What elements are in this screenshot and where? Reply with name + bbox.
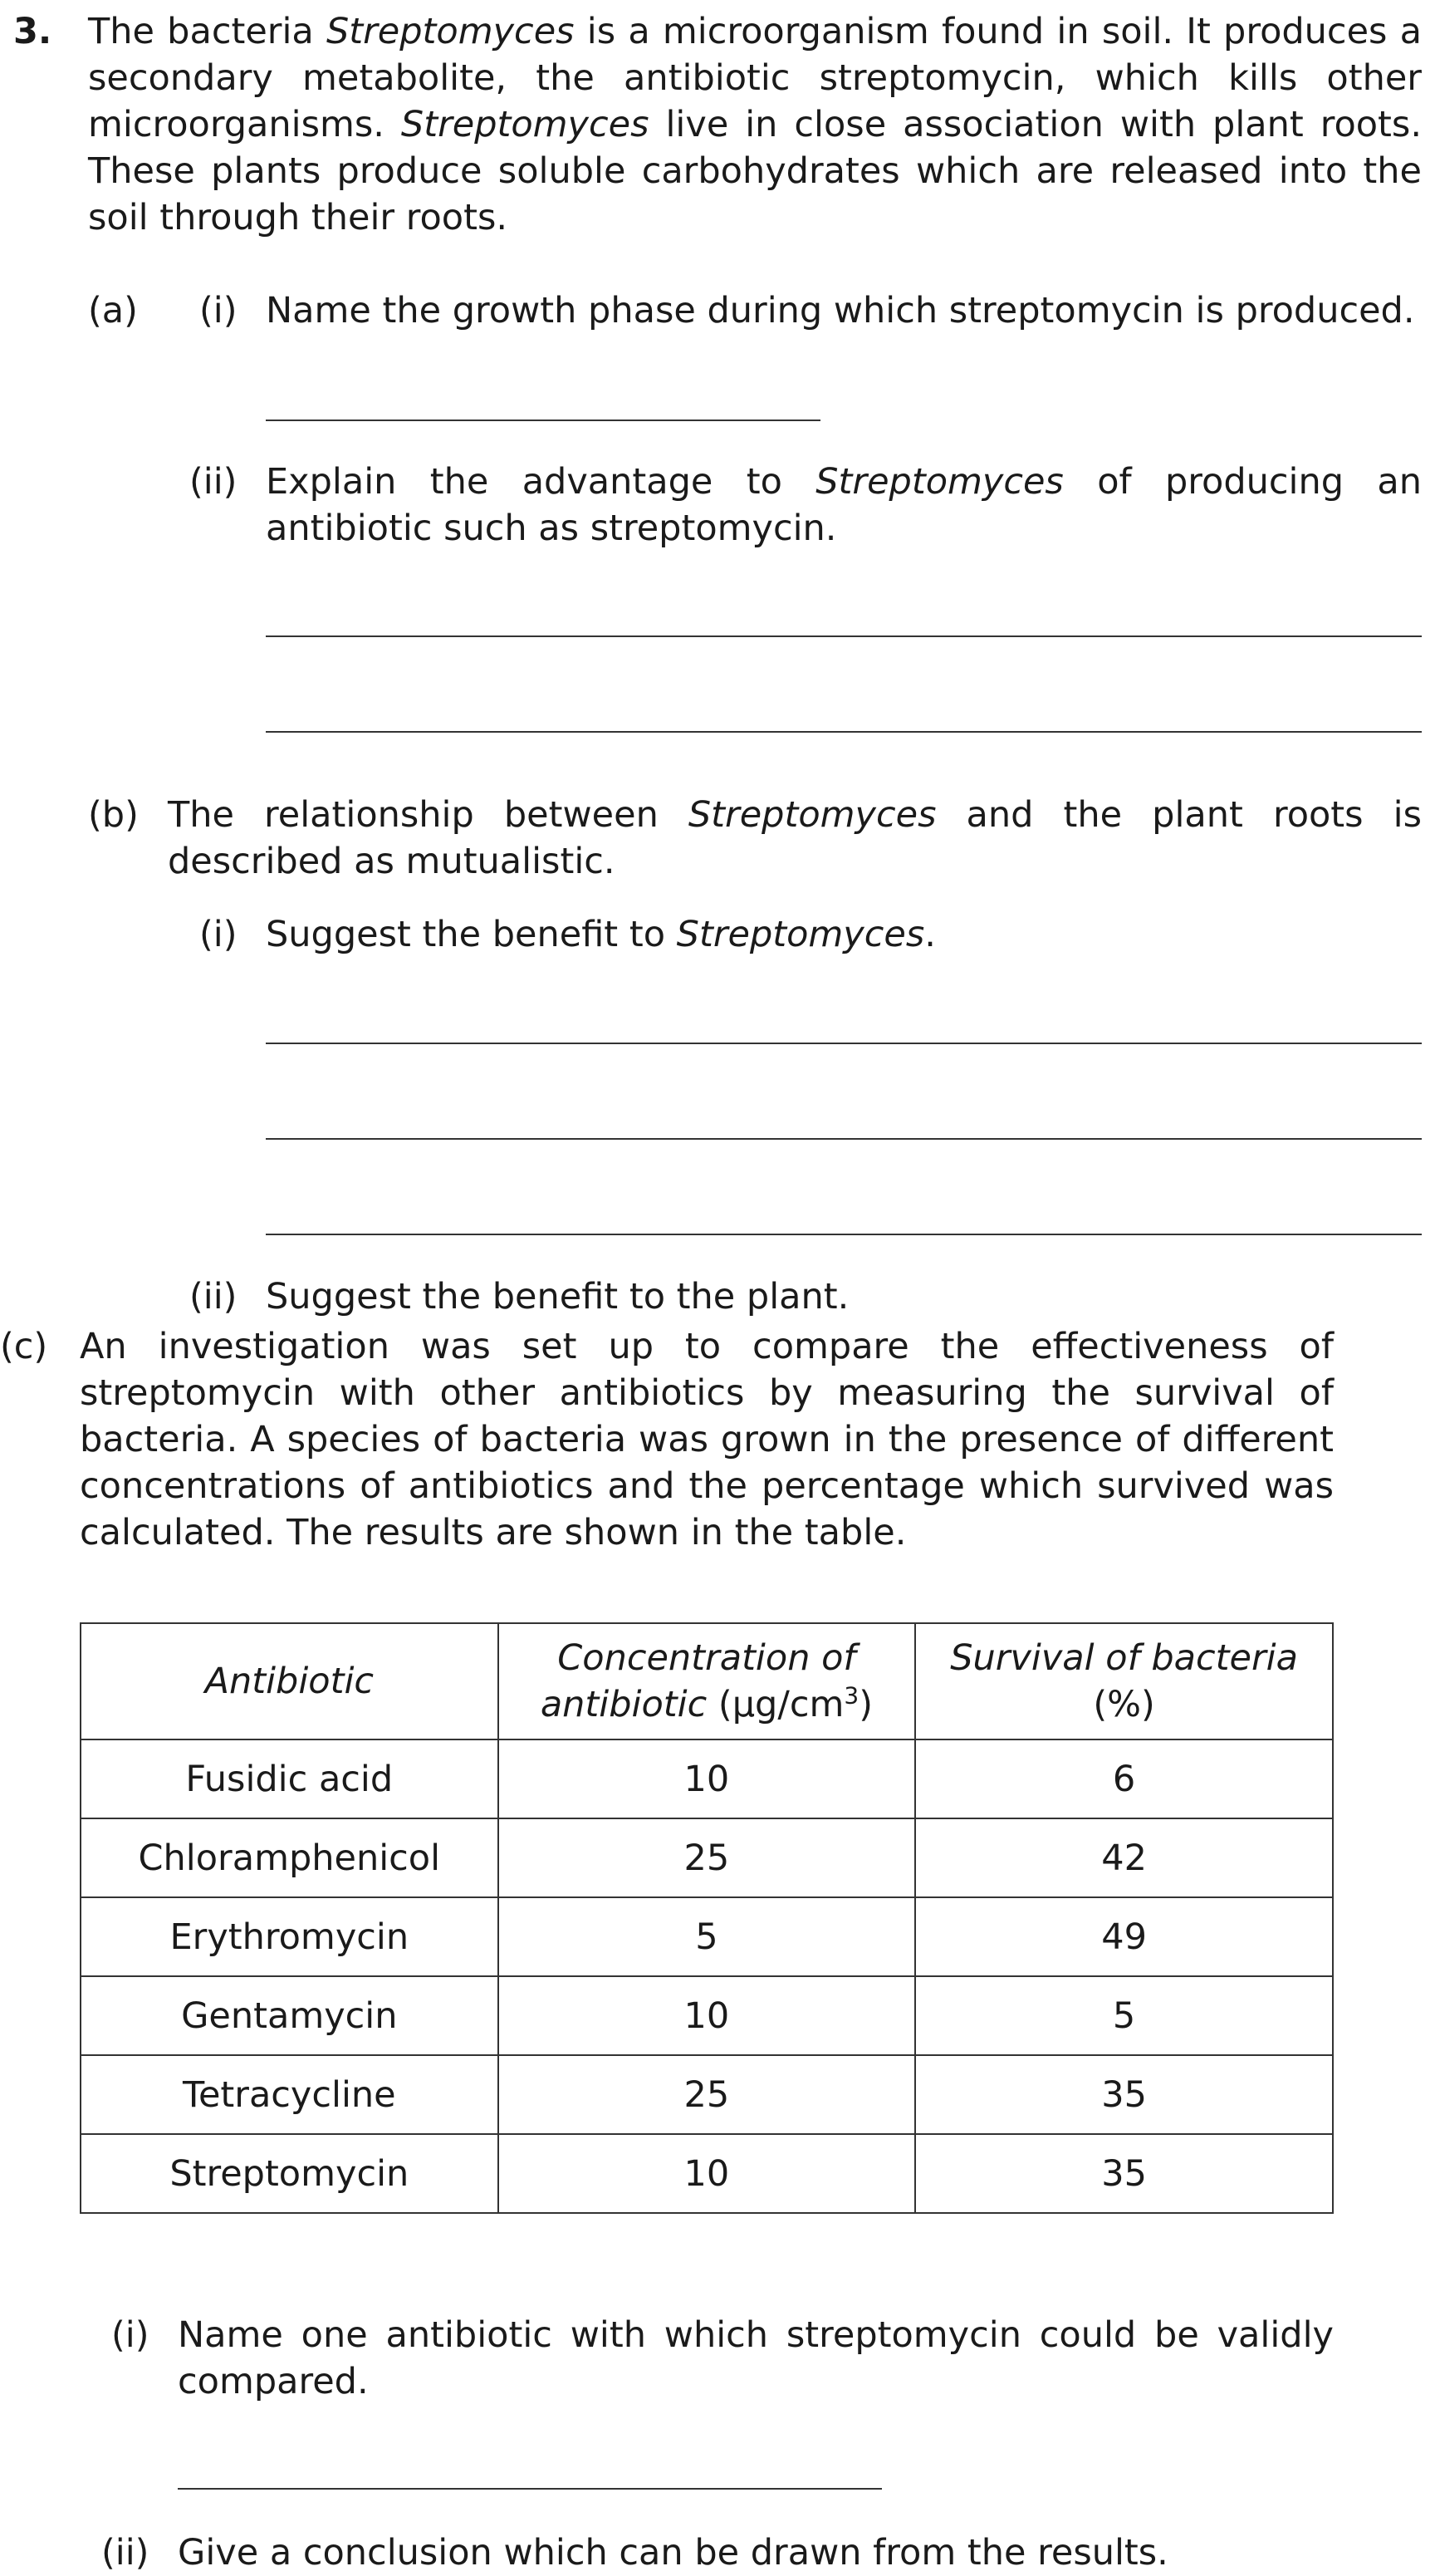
table-header-row (81, 1623, 1333, 1739)
part-b-text (168, 792, 1422, 885)
cell-survival: 49 (915, 1897, 1333, 1976)
part-b-i-text-after: . (924, 914, 936, 955)
cell-antibiotic: Chloramphenicol (81, 1818, 498, 1897)
cell-concentration: 10 (498, 1739, 916, 1818)
part-a-i-label: (i) (199, 290, 238, 331)
cell-survival: 35 (915, 2134, 1333, 2213)
intro-italic-2: Streptomyces (400, 104, 649, 145)
cell-antibiotic: Gentamycin (81, 1976, 498, 2055)
cell-concentration: 5 (498, 1897, 916, 1976)
header-antibiotic (81, 1623, 498, 1739)
part-a-label: (a) (88, 290, 138, 331)
header-concentration-line1: Concentration of (557, 1637, 856, 1679)
cell-survival: 35 (915, 2055, 1333, 2134)
part-a-ii-label: (ii) (189, 461, 238, 503)
intro-text-1: The bacteria (88, 11, 326, 52)
results-table (80, 1622, 1334, 2214)
answer-line-a-i[interactable] (266, 420, 820, 421)
part-c-i-text: Name one antibiotic with which streptomycin could be validly compared. (178, 2314, 1334, 2402)
question-number: 3. (13, 11, 52, 52)
table-row (81, 1818, 1333, 1897)
answer-line-b-i-3[interactable] (266, 1234, 1422, 1235)
part-b-ii-label: (ii) (189, 1276, 238, 1317)
part-a-ii-text-before: Explain the advantage to (266, 461, 816, 503)
part-a-ii-text (266, 459, 1422, 552)
part-b-ii-text: Suggest the benefit to the plant. (266, 1276, 850, 1317)
part-c-text: An investigation was set up to compare the effectiveness of streptomycin with other antibiotics by measuring the survival of bacteria. A species of bacteria was grown in the presence of different concentrations of antibiotics and the percentage which survived was calculated. The results are shown in the table. (80, 1326, 1334, 1553)
cell-survival: 42 (915, 1818, 1333, 1897)
question-intro (88, 8, 1422, 241)
part-b-i-italic: Streptomyces (676, 914, 925, 955)
header-survival (915, 1623, 1333, 1739)
table-row (81, 1739, 1333, 1818)
header-antibiotic-text: Antibiotic (204, 1661, 375, 1702)
part-b-label: (b) (88, 794, 139, 836)
cell-concentration: 10 (498, 1976, 916, 2055)
cell-concentration: 25 (498, 2055, 916, 2134)
table-row (81, 1897, 1333, 1976)
part-c-i-label: (i) (111, 2314, 149, 2356)
part-a-ii-text-after: of producing an antibiotic such as streptomycin. (266, 461, 1422, 549)
part-c-ii-label: (ii) (101, 2532, 149, 2574)
header-concentration-unit: (µg/cm (707, 1684, 845, 1725)
intro-text-3: live in close association with plant roots. These plants produce soluble carbohydrates which are released into the soil through their roots. (88, 104, 1422, 238)
cell-antibiotic: Fusidic acid (81, 1739, 498, 1818)
header-concentration-unit-sup: 3 (844, 1681, 860, 1710)
cell-concentration: 10 (498, 2134, 916, 2213)
answer-line-a-ii-1[interactable] (266, 635, 1422, 637)
header-concentration-line2: antibiotic (540, 1684, 708, 1725)
answer-line-b-i-2[interactable] (266, 1138, 1422, 1140)
answer-line-a-ii-2[interactable] (266, 731, 1422, 733)
part-b-i-text (266, 911, 1420, 958)
part-b-text-after: and the plant roots is described as mutualistic. (168, 794, 1422, 882)
cell-antibiotic: Tetracycline (81, 2055, 498, 2134)
table-row (81, 2134, 1333, 2213)
part-c-label: (c) (0, 1326, 48, 1367)
part-b-i-label: (i) (199, 914, 238, 955)
part-c-ii-text: Give a conclusion which can be drawn from the results. (178, 2532, 1168, 2574)
cell-antibiotic: Erythromycin (81, 1897, 498, 1976)
header-survival-line1: Survival of bacteria (950, 1637, 1298, 1679)
table-row (81, 2055, 1333, 2134)
part-b-text-before: The relationship between (168, 794, 688, 836)
header-concentration (498, 1623, 916, 1739)
header-survival-line2: (%) (1093, 1684, 1155, 1725)
part-a-ii-italic: Streptomyces (815, 461, 1064, 503)
header-concentration-unit-close: ) (859, 1684, 873, 1725)
table-row (81, 1976, 1333, 2055)
intro-italic-1: Streptomyces (326, 11, 575, 52)
cell-antibiotic: Streptomycin (81, 2134, 498, 2213)
cell-concentration: 25 (498, 1818, 916, 1897)
part-a-i-text: Name the growth phase during which streptomycin is produced. (266, 290, 1415, 331)
answer-line-b-i-1[interactable] (266, 1043, 1422, 1044)
cell-survival: 5 (915, 1976, 1333, 2055)
answer-line-c-i[interactable] (178, 2488, 882, 2490)
cell-survival: 6 (915, 1739, 1333, 1818)
part-b-i-text-before: Suggest the benefit to (266, 914, 677, 955)
intro-text-2: is a microorganism found in soil. It produces a secondary metabolite, the antibiotic streptomycin, which kills other microorganisms. (88, 11, 1422, 145)
part-b-italic: Streptomyces (688, 794, 937, 836)
